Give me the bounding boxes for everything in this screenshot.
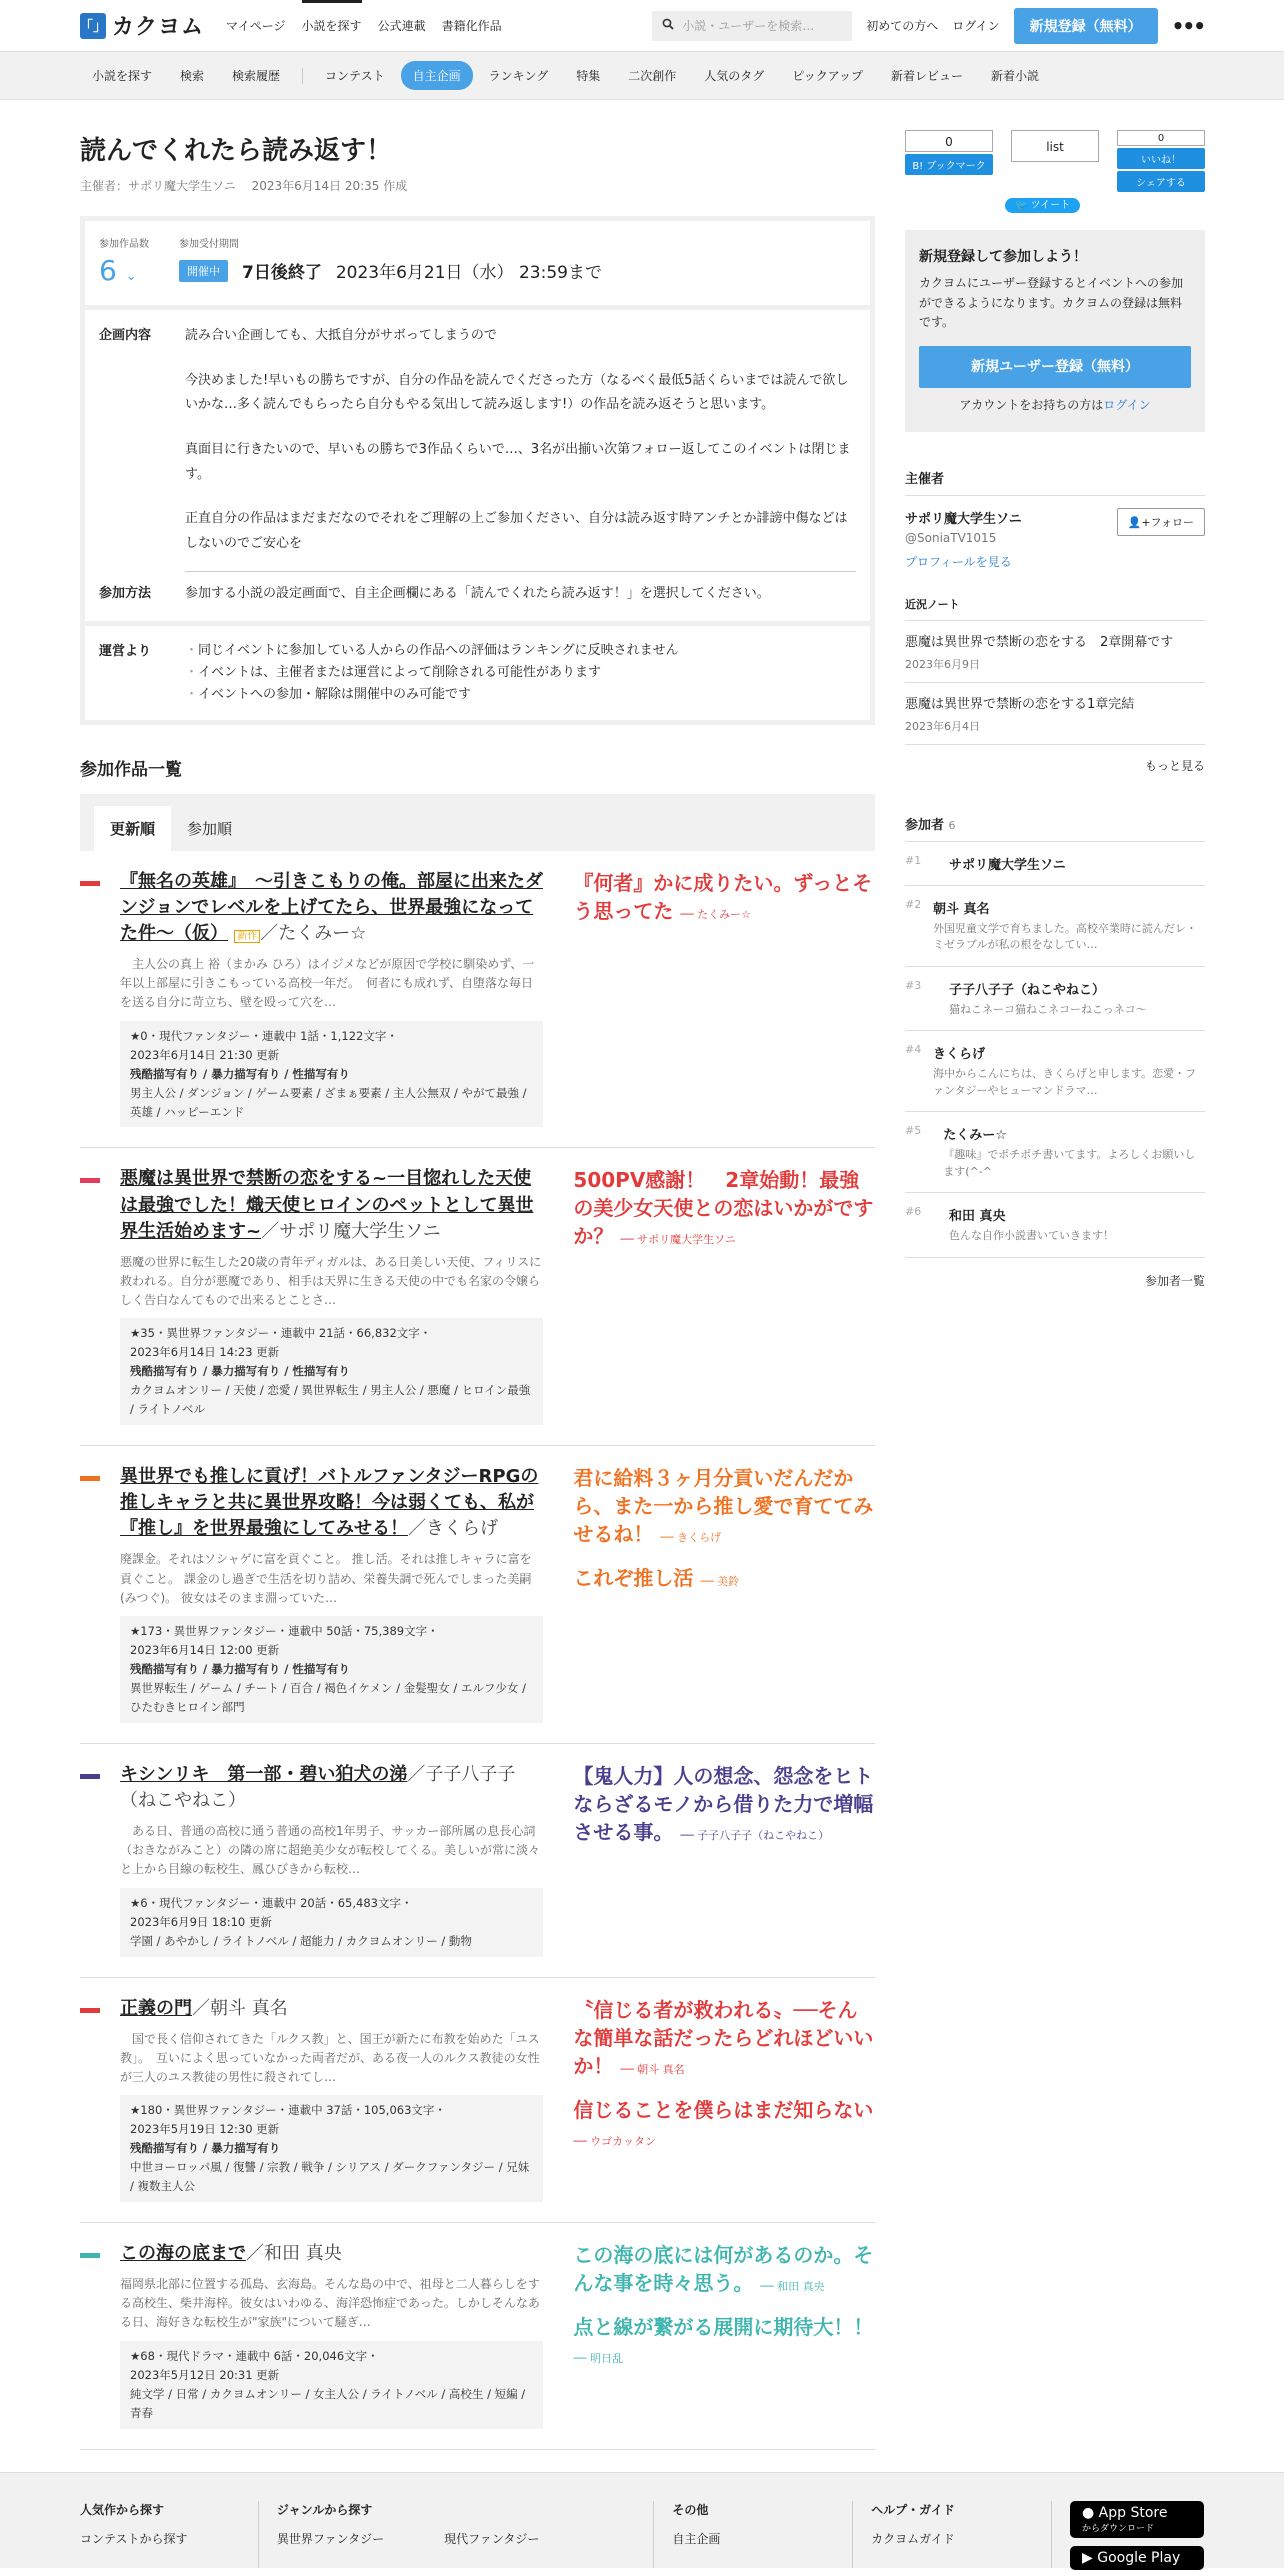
participant-item[interactable] — [905, 1031, 1205, 1112]
work-catchphrases — [573, 1464, 875, 1723]
user-plus-icon: 👤+ — [1127, 515, 1151, 529]
participants-heading: 参加者 6 — [905, 817, 956, 833]
work-flags: 残酷描写有り / 暴力描写有り / 性描写有り — [130, 1661, 350, 1676]
work-color-mark — [80, 1774, 100, 1779]
work-title — [120, 869, 543, 947]
work-catchphrases — [573, 869, 875, 1128]
participant-info — [933, 898, 1205, 954]
participant-index: #5 — [905, 1124, 922, 1138]
hatena-bookmark-button[interactable]: 0 B! ブックマーク — [905, 130, 993, 192]
host-heading: 主催者 — [905, 471, 945, 487]
subnav-contest[interactable]: コンテスト — [325, 69, 385, 83]
work-tags[interactable]: 中世ヨーロッパ風 / 復讐 / 宗教 / 戦争 / シリアス / ダークファンタジー / 兄妹 / 複数主人公 — [130, 2160, 530, 2194]
deadline-text: 2023年6月21日（水） 23:59まで — [335, 263, 602, 283]
count-value[interactable]: 6 ⌄ — [99, 254, 137, 287]
work-meta — [120, 1318, 543, 1425]
note-date: 2023年6月4日 — [905, 719, 980, 733]
work-description: 廃課金。それはソシャゲに富を貢ぐこと。 推し活。それは推しキャラに富を貢ぐこと。 課金のし過ぎで生活を切り詰め、栄養失調で死んでしまった美嗣(みつぐ)。 彼女はそのまま淵っていた… — [120, 1552, 532, 1605]
catchphrase-text: 点と線が繋がる展開に期待大！！ — [573, 2315, 874, 2339]
follow-button[interactable]: 👤+フォロー — [1117, 508, 1205, 536]
work-item — [80, 851, 875, 1149]
work-title-link[interactable]: 異世界でも推しに貢げ！バトルファンタジーRPGの推しキャラと共に異世界攻略！今は弱くても、私が『推し』を世界最強にしてみせる！ — [120, 1466, 539, 1540]
participant-item[interactable] — [905, 967, 1205, 1032]
note-item[interactable] — [905, 621, 1205, 683]
nav-mypage[interactable]: マイページ — [226, 19, 286, 33]
subnav-tags[interactable]: 人気のタグ — [704, 69, 765, 83]
work-title — [120, 1762, 543, 1814]
work-item — [80, 1744, 875, 1978]
app-store-badge[interactable]: ● App Store からダウンロード — [1070, 2501, 1204, 2538]
participant-item[interactable] — [905, 842, 1205, 886]
participant-name: 和田 真央 — [949, 1209, 1006, 1225]
catchphrase-text: 『何者』かに成りたい。ずっとそう思ってた — [573, 870, 873, 923]
content-p2: 真面目に行きたいので、早いもの勝ちで3作品くらいで…、3名が出揃い次第フォロー返してこのイベントは閉じます。 — [185, 442, 851, 482]
work-tags[interactable]: カクヨムオンリー / 天使 / 恋愛 / 異世界転生 / 男主人公 / 悪魔 / ヒロイン最強 / ライトノベル — [130, 1383, 531, 1417]
subnav-reviews[interactable]: 新着レビュー — [890, 69, 963, 83]
promo-login-text: アカウントをお持ちの方は — [959, 398, 1104, 413]
work-description: 国で長く信仰されてきた「ルクス教」と、国王が新たに布教を始めた「ユス教」。 互いによく思っていなかった両者だが、ある夜一人のルクス教徒の女性が三人のユス教徒の男性に殺されてし… — [120, 2031, 540, 2084]
ops-note: ・ 同じイベントに参加している人からの作品への評価はランキングに反映されません — [185, 640, 856, 662]
catchphrase-by: ── たくみー☆ — [680, 907, 751, 921]
participant-info — [949, 1205, 1114, 1245]
apple-icon: ● — [1082, 2505, 1095, 2521]
work-author[interactable]: ／サポリ魔大学生ソニ — [261, 1220, 441, 1242]
tab-joined[interactable]: 参加順 — [187, 819, 233, 838]
participant-info — [949, 979, 1147, 1019]
google-play-badge[interactable]: ▶ Google Play — [1070, 2546, 1204, 2570]
participant-name: 朝斗 真名 — [932, 901, 990, 917]
work-meta — [120, 2341, 543, 2429]
participant-desc: 猫ねこネーコ猫ねこネコーねこっネコ～ — [949, 1002, 1147, 1016]
work-item — [80, 1148, 875, 1446]
work-catchphrases — [573, 2241, 875, 2429]
footer-link[interactable]: 現代ファンタジー — [444, 2532, 540, 2546]
participant-desc: 海中からこんにちは、きくらげと申します。恋愛・ファンタジーやヒューマンドラマ… — [933, 1067, 1197, 1097]
participant-name: 子子八子子（ねこやねこ） — [949, 982, 1106, 998]
works-heading: 参加作品一覧 — [80, 759, 182, 780]
footer — [0, 2472, 1284, 2568]
catchphrase — [573, 869, 875, 925]
logo-mark: 「」 — [80, 13, 106, 39]
promo-title: 新規登録して参加しよう！ — [919, 249, 1087, 265]
subnav-search-novels[interactable]: 小説を探す — [92, 69, 153, 83]
participant-item[interactable] — [905, 1193, 1205, 1258]
work-author[interactable]: ／和田 真央 — [246, 2243, 342, 2264]
catchphrase — [573, 1762, 875, 1846]
catchphrase — [573, 2313, 875, 2369]
work-author[interactable]: ／きくらげ — [408, 1518, 498, 1540]
work-info — [120, 869, 543, 1128]
footer-heading: ヘルプ・ガイド — [871, 2503, 955, 2517]
divider — [185, 571, 856, 572]
work-item — [80, 1978, 875, 2224]
work-title-link[interactable]: 悪魔は異世界で禁断の恋をする~一目惚れした天使は最強でした！熾天使ヒロインのペットとして異世界生活始めます~ — [120, 1168, 534, 1242]
work-title — [120, 1166, 543, 1244]
footer-link[interactable]: コンテストから探す — [80, 2532, 188, 2546]
work-meta — [120, 1616, 543, 1723]
work-tags[interactable]: 男主人公 / ダンジョン / ゲーム要素 / ざまぁ要素 / 主人公無双 / やがて最強 / 英雄 / ハッピーエンド — [130, 1085, 527, 1119]
subnav-new-novels[interactable]: 新着小説 — [990, 69, 1039, 83]
work-color-mark — [80, 1178, 100, 1183]
work-title-link[interactable]: キシンリキ 第一部・碧い狛犬の涕 — [120, 1763, 408, 1785]
new-badge: 新作 — [234, 930, 260, 943]
logo[interactable] — [80, 10, 204, 41]
work-description: 福岡県北部に位置する孤島、玄海島。そんな島の中で、祖母と二人暮らしをする高校生、柴井海梓。彼女はいわゆる、海洋恐怖症であった。しかしそんなある日、海好きな転校生が"家族"について騒ぎ… — [120, 2277, 540, 2330]
content-label: 企画内容 — [99, 328, 152, 343]
signup-promo — [905, 230, 1205, 432]
event-panel — [80, 216, 875, 725]
note-title: 悪魔は異世界で禁断の恋をする1章完結 — [905, 696, 1135, 712]
work-tags[interactable]: 学園 / あやかし / ライトノベル / 超能力 / カクヨムオンリー / 動物 — [130, 1933, 472, 1948]
work-description: ある日、普通の高校に通う普通の高校1年男子、サッカー部所属の息長心詞（おきながみこと）の隣の席に超絶美少女が転校してくる。美しいが常に淡々と上から目線の転校生、鳳ひびきから転校… — [120, 1824, 541, 1877]
promo-login-link[interactable]: ログイン — [1103, 398, 1151, 413]
work-color-mark — [80, 1476, 100, 1481]
work-stats: ★6・現代ファンタジー・連載中 20話・65,483文字・ — [130, 1895, 413, 1910]
ops-label: 運営より — [99, 643, 152, 659]
subnav-fanfic[interactable]: 二次創作 — [628, 69, 677, 83]
participant-desc: 色んな自作小説書いていきます！ — [949, 1229, 1114, 1243]
search-icon — [662, 18, 674, 33]
catchphrase-by: ── サポリ魔大学生ソニ — [620, 1233, 736, 1247]
more-menu-icon[interactable]: ••• — [1171, 13, 1204, 38]
work-title-link[interactable]: 正義の門 — [120, 1997, 192, 2019]
notes-heading: 近況ノート — [905, 597, 960, 611]
footer-link[interactable]: 自主企画 — [672, 2532, 721, 2546]
tab-updated[interactable]: 更新順 — [94, 806, 171, 851]
subnav-ranking[interactable]: ランキング — [488, 69, 549, 83]
participant-info — [943, 1124, 1205, 1180]
footer-link[interactable]: 異世界ファンタジー — [276, 2532, 385, 2546]
work-catchphrases — [573, 1166, 875, 1425]
content-p1: 今決めました!早いもの勝ちですが、自分の作品を読んでくださった方（なるべく最低5話くらいまでは読んで欲しいかな…多く読んでもらったら自分もやる気出して読み返します!）の作品を読み返そうと思います。 — [185, 372, 849, 413]
participant-index: #6 — [905, 1205, 922, 1219]
sub-nav — [0, 52, 1284, 100]
work-meta — [120, 1888, 543, 1957]
page-title: 読んでくれたら読み返す！ — [80, 136, 393, 166]
participant-info — [933, 1043, 1205, 1099]
host-name[interactable]: サポリ魔大学生ソニ — [905, 511, 1022, 527]
header-nav — [226, 0, 502, 52]
catchphrase-by: ── 美鈴 — [700, 1575, 740, 1589]
work-date: 2023年5月19日 12:30 更新 — [130, 2122, 280, 2137]
content-p3: 正直自分の作品はまだまだなのでそれをご理解の上ご参加ください、自分は読み返す時アンチとか誹謗中傷などはしないのでご安心を — [185, 511, 848, 552]
nav-books[interactable]: 書籍化作品 — [441, 19, 502, 33]
sidebar — [905, 100, 1205, 2450]
subnav-search[interactable]: 検索 — [180, 69, 205, 83]
work-flags: 残酷描写有り / 暴力描写有り — [130, 2141, 281, 2156]
work-info — [120, 1996, 543, 2203]
catchphrase-text: 【鬼人力】人の想念、怨念をヒトならざるモノから借りた力で増幅させる事。 — [573, 1763, 874, 1844]
work-stats: ★68・現代ドラマ・連載中 6話・20,046文字・ — [130, 2348, 379, 2363]
work-meta — [120, 1021, 543, 1128]
ops-note: ・ イベントへの参加・解除は開催中のみ可能です — [185, 684, 856, 706]
catchphrase-text: この海の底には何があるのか。そんな事を時々思う。 — [573, 2243, 874, 2295]
catchphrase-text: 〝信じる者が救われる〟──そんな簡単な話だったらどれほどいいか！ — [573, 1997, 874, 2078]
work-date: 2023年6月14日 14:23 更新 — [130, 1345, 280, 1360]
note-item[interactable] — [905, 683, 1205, 745]
catchphrase-by: ── 朝斗 真名 — [620, 2062, 685, 2076]
work-info — [120, 1166, 543, 1425]
period-label: 参加受付期間 — [179, 239, 239, 250]
nav-search-novels[interactable]: 小説を探す — [302, 0, 362, 52]
register-button[interactable]: 新規登録（無料） — [1014, 8, 1158, 44]
work-author[interactable]: ／子子八子子（ねこやねこ） — [120, 1763, 516, 1811]
catchphrase-text: 信じることを僕らはまだ知らない — [573, 2097, 874, 2122]
profile-link[interactable]: プロフィールを見る — [905, 554, 1012, 569]
share-buttons — [905, 130, 1205, 192]
participant-name: サポリ魔大学生ソニ — [949, 857, 1066, 873]
catchphrase-by: ── ウゴカッタン — [573, 2134, 657, 2148]
first-time-link[interactable]: 初めての方へ — [866, 19, 939, 33]
divider — [302, 68, 303, 84]
work-info — [120, 1464, 543, 1723]
participant-name: たくみー☆ — [943, 1128, 1007, 1144]
catchphrase — [573, 1564, 875, 1592]
work-date: 2023年6月14日 21:30 更新 — [130, 1047, 280, 1062]
participant-item[interactable] — [905, 886, 1205, 967]
work-item — [80, 1446, 875, 1744]
list-button[interactable]: list — [1011, 130, 1099, 192]
search-input[interactable] — [652, 11, 852, 41]
remaining-text: 7日後終了 — [242, 263, 322, 283]
participant-index: #2 — [905, 897, 922, 911]
work-catchphrases — [573, 1762, 875, 1957]
catchphrase — [573, 1166, 875, 1250]
work-color-mark — [80, 2253, 100, 2258]
promo-body: カクヨムにユーザー登録するとイベントへの参加ができるようになります。カクヨムの登録は無料です。 — [919, 276, 1184, 329]
participant-desc: 『趣味』でポチポチ書いてます。よろしくお願いします(^-^ — [943, 1148, 1196, 1178]
host-id: @SoniaTV1015 — [905, 530, 997, 545]
catchphrase-by: ── 和田 真央 — [760, 2280, 825, 2293]
note-date: 2023年6月9日 — [905, 657, 980, 671]
participant-name: きくらげ — [933, 1047, 986, 1063]
work-stats: ★35・異世界ファンタジー・連載中 21話・66,832文字・ — [130, 1326, 432, 1341]
footer-heading: 人気作から探す — [80, 2503, 165, 2517]
work-stats: ★173・異世界ファンタジー・連載中 50話・75,389文字・ — [130, 1624, 439, 1638]
work-color-mark — [80, 881, 100, 886]
play-icon: ▶ — [1082, 2550, 1093, 2566]
status-badge: 開催中 — [179, 260, 228, 282]
footer-heading: その他 — [672, 2503, 709, 2517]
facebook-button[interactable]: 0 いいね！ シェアする — [1117, 130, 1205, 192]
subnav-user-events[interactable]: 自主企画 — [401, 61, 473, 90]
more-notes-link[interactable]: もっと見る — [1144, 758, 1205, 773]
work-info — [120, 2241, 543, 2429]
tweet-button[interactable]: 🐦 ツイート — [1005, 198, 1080, 213]
catchphrase — [573, 1996, 875, 2080]
works-list — [80, 851, 875, 2450]
participant-item[interactable] — [905, 1112, 1205, 1193]
work-info — [120, 1762, 543, 1957]
ops-note: ・ イベントは、主催者または運営によって削除される可能性があります — [185, 662, 856, 684]
method-text: 参加する小説の設定画面で、自主企画欄にある「読んでくれたら読み返す！」を選択してください。 — [185, 585, 770, 601]
work-description: 悪魔の世界に転生した20歳の青年ディガルは、ある日美しい天使、フィリスに救われる。自分が悪魔であり、相手は天界に生きる天使の中でも名家の令嬢らしく告白なんてもので出来るとことさ… — [120, 1254, 542, 1308]
nav-official[interactable]: 公式連載 — [377, 19, 426, 33]
work-date: 2023年6月14日 12:00 更新 — [130, 1642, 280, 1657]
global-header — [0, 0, 1284, 52]
catchphrase-text: これぞ推し活 — [573, 1566, 694, 1591]
work-title — [120, 2241, 543, 2267]
note-title: 悪魔は異世界で禁断の恋をする 2章開幕です — [905, 634, 1174, 650]
subnav-history[interactable]: 検索履歴 — [232, 69, 281, 83]
work-flags: 残酷描写有り / 暴力描写有り / 性描写有り — [130, 1066, 350, 1081]
work-author[interactable]: ／たくみー☆ — [260, 922, 367, 944]
catchphrase-by: ── きくらげ — [660, 1531, 722, 1545]
work-catchphrases — [573, 1996, 875, 2203]
catchphrase-text: 500PV感謝！ 2章始動！最強の美少女天使との恋はいかがですか？ — [573, 1168, 874, 1249]
participant-index: #1 — [905, 853, 922, 867]
login-link[interactable]: ログイン — [952, 19, 1000, 33]
all-participants-link[interactable]: 参加者一覧 — [1144, 1273, 1205, 1288]
work-meta — [120, 2095, 543, 2202]
subnav-features[interactable]: 特集 — [576, 69, 601, 83]
catchphrase — [573, 1464, 875, 1548]
work-color-mark — [80, 2008, 100, 2013]
signup-button[interactable]: 新規ユーザー登録（無料） — [919, 346, 1191, 388]
count-label: 参加作品数 — [99, 239, 149, 250]
work-flags: 残酷描写有り / 暴力描写有り / 性描写有り — [130, 1364, 350, 1379]
catchphrase — [573, 2096, 875, 2152]
footer-link[interactable]: カクヨムガイド — [871, 2532, 955, 2546]
work-title — [120, 1996, 543, 2022]
work-description: 主人公の真上 裕（まかみ ひろ）はイジメなどが原因で学校に馴染めず、一年以上部屋に引きこもっている高校一年だ。 何者にも成れず、自堕落な毎日を送る自分に苛立ち、壁を殴って穴を… — [120, 957, 535, 1010]
catchphrase-by: ── 子子八子子（ねこやねこ） — [680, 1828, 830, 1842]
work-tags[interactable]: 異世界転生 / ゲーム / チート / 百合 / 褐色イケメン / 金髪聖女 / エルフ少女 / ひたむきヒロイン部門 — [130, 1680, 526, 1714]
work-author[interactable]: ／朝斗 真名 — [192, 1997, 288, 2019]
work-tags[interactable]: 純文学 / 日常 / カクヨムオンリー / 女主人公 / ライトノベル / 高校生 / 短編 / 青春 — [130, 2386, 526, 2420]
participant-index: #4 — [905, 1043, 922, 1057]
search-placeholder: 小説・ユーザーを検索… — [682, 19, 815, 33]
catchphrase-text: 君に給料３ヶ月分貢いだんだから、また一から推し愛で育ててみせるね！ — [573, 1466, 874, 1547]
main-column — [80, 100, 875, 2450]
footer-heading: ジャンルから探す — [276, 2503, 373, 2517]
work-title — [120, 1464, 543, 1542]
work-title-link[interactable]: 『無名の英雄』 ～引きこもりの俺。部屋に出来たダンジョンでレベルを上げてたら、世界最強になってた件～（仮） — [120, 870, 543, 944]
participant-index: #3 — [905, 978, 922, 992]
participant-desc: 外国児童文学で育ちました。高校卒業時に読んだレ・ミゼラブルが私の根をなしてい… — [932, 921, 1197, 952]
subnav-pickup[interactable]: ピックアップ — [792, 69, 863, 83]
work-item — [80, 2223, 875, 2450]
method-label: 参加方法 — [99, 585, 152, 601]
work-title-link[interactable]: この海の底まで — [120, 2243, 246, 2264]
page-meta: 主催者：サポリ魔大学生ソニ 2023年6月14日 20:35 作成 — [80, 179, 408, 193]
logo-text: カクヨム — [112, 15, 205, 40]
work-stats: ★180・異世界ファンタジー・連載中 37話・105,063文字・ — [130, 2103, 446, 2118]
content-p0: 読み合い企画しても、大抵自分がサボってしまうので — [185, 328, 497, 343]
catchphrase-by: ── 明日乱 — [573, 2352, 624, 2365]
work-date: 2023年5月12日 20:31 更新 — [130, 2367, 280, 2382]
catchphrase — [573, 2241, 875, 2297]
participant-info — [949, 854, 1066, 873]
sort-tabs — [80, 794, 875, 851]
work-date: 2023年6月9日 18:10 更新 — [130, 1914, 272, 1929]
work-stats: ★0・現代ファンタジー・連載中 1話・1,122文字・ — [130, 1028, 398, 1043]
